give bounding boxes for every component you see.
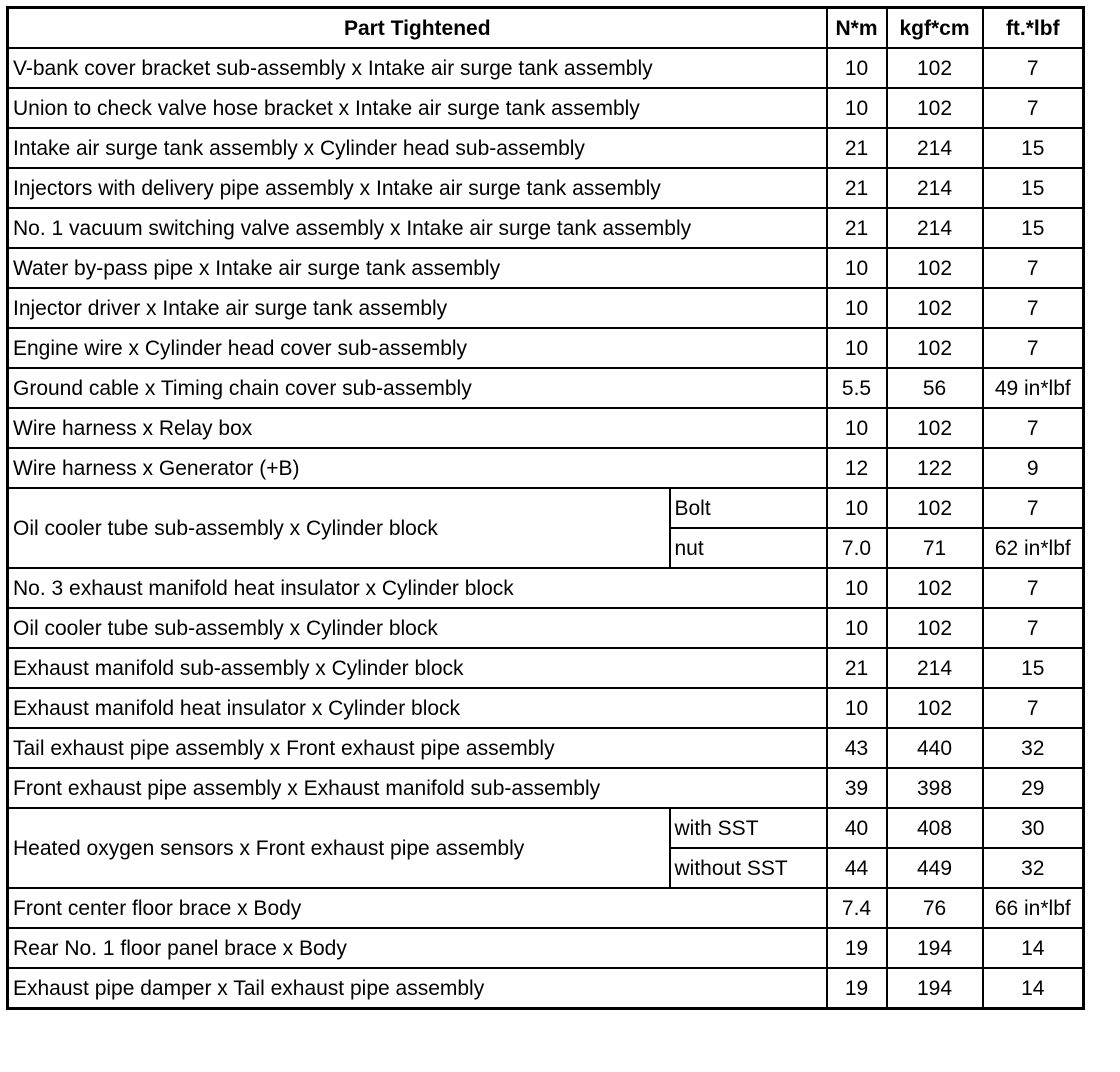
ft-cell: 7 bbox=[983, 488, 1084, 528]
table-row bbox=[8, 288, 1084, 328]
kgf-cell: 102 bbox=[887, 248, 983, 288]
table-row bbox=[8, 408, 1084, 448]
kgf-cell: 76 bbox=[887, 888, 983, 928]
part-cell: Injector driver x Intake air surge tank assembly bbox=[8, 288, 827, 328]
part-cell: Wire harness x Generator (+B) bbox=[8, 448, 827, 488]
nm-cell: 10 bbox=[827, 688, 887, 728]
table-row bbox=[8, 168, 1084, 208]
kgf-cell: 102 bbox=[887, 608, 983, 648]
kgf-cell: 102 bbox=[887, 488, 983, 528]
sub-cell: without SST bbox=[670, 848, 827, 888]
nm-cell: 12 bbox=[827, 448, 887, 488]
kgf-cell: 214 bbox=[887, 128, 983, 168]
ft-cell: 15 bbox=[983, 648, 1084, 688]
kgf-cell: 102 bbox=[887, 88, 983, 128]
ft-cell: 7 bbox=[983, 328, 1084, 368]
part-cell: Rear No. 1 floor panel brace x Body bbox=[8, 928, 827, 968]
ft-cell: 7 bbox=[983, 408, 1084, 448]
ft-cell: 32 bbox=[983, 848, 1084, 888]
nm-cell: 5.5 bbox=[827, 368, 887, 408]
table-row bbox=[8, 968, 1084, 1009]
ft-cell: 49 in*lbf bbox=[983, 368, 1084, 408]
torque-spec-table bbox=[6, 6, 1085, 1010]
nm-cell: 10 bbox=[827, 328, 887, 368]
ft-cell: 32 bbox=[983, 728, 1084, 768]
table-row bbox=[8, 488, 1084, 528]
kgf-cell: 122 bbox=[887, 448, 983, 488]
nm-cell: 19 bbox=[827, 928, 887, 968]
nm-cell: 10 bbox=[827, 608, 887, 648]
kgf-cell: 408 bbox=[887, 808, 983, 848]
kgf-cell: 102 bbox=[887, 688, 983, 728]
table-row bbox=[8, 128, 1084, 168]
ft-cell: 15 bbox=[983, 168, 1084, 208]
table-row bbox=[8, 368, 1084, 408]
sub-cell: with SST bbox=[670, 808, 827, 848]
nm-cell: 19 bbox=[827, 968, 887, 1009]
part-cell: V-bank cover bracket sub-assembly x Intake air surge tank assembly bbox=[8, 48, 827, 88]
ft-cell: 14 bbox=[983, 968, 1084, 1009]
kgf-cell: 398 bbox=[887, 768, 983, 808]
table-row bbox=[8, 248, 1084, 288]
nm-cell: 7.0 bbox=[827, 528, 887, 568]
ft-cell: 7 bbox=[983, 608, 1084, 648]
kgf-cell: 102 bbox=[887, 288, 983, 328]
part-cell: Ground cable x Timing chain cover sub-assembly bbox=[8, 368, 827, 408]
kgf-cell: 102 bbox=[887, 408, 983, 448]
nm-cell: 7.4 bbox=[827, 888, 887, 928]
ft-cell: 15 bbox=[983, 208, 1084, 248]
nm-cell: 10 bbox=[827, 568, 887, 608]
ft-cell: 14 bbox=[983, 928, 1084, 968]
nm-cell: 10 bbox=[827, 288, 887, 328]
table-row bbox=[8, 648, 1084, 688]
part-cell: Front center floor brace x Body bbox=[8, 888, 827, 928]
header-ft-lbf: ft.*lbf bbox=[983, 8, 1084, 49]
table-row bbox=[8, 768, 1084, 808]
table-row bbox=[8, 48, 1084, 88]
kgf-cell: 102 bbox=[887, 568, 983, 608]
header-row bbox=[8, 8, 1084, 49]
nm-cell: 10 bbox=[827, 488, 887, 528]
ft-cell: 30 bbox=[983, 808, 1084, 848]
nm-cell: 44 bbox=[827, 848, 887, 888]
table-row bbox=[8, 328, 1084, 368]
table-row bbox=[8, 608, 1084, 648]
nm-cell: 21 bbox=[827, 128, 887, 168]
nm-cell: 21 bbox=[827, 648, 887, 688]
header-part-tightened: Part Tightened bbox=[8, 8, 827, 49]
ft-cell: 7 bbox=[983, 248, 1084, 288]
table-row bbox=[8, 88, 1084, 128]
nm-cell: 21 bbox=[827, 168, 887, 208]
nm-cell: 10 bbox=[827, 248, 887, 288]
table-row bbox=[8, 688, 1084, 728]
kgf-cell: 214 bbox=[887, 648, 983, 688]
ft-cell: 7 bbox=[983, 288, 1084, 328]
part-cell: Oil cooler tube sub-assembly x Cylinder block bbox=[8, 608, 827, 648]
part-cell: Heated oxygen sensors x Front exhaust pipe assembly bbox=[8, 808, 670, 888]
ft-cell: 7 bbox=[983, 688, 1084, 728]
ft-cell: 15 bbox=[983, 128, 1084, 168]
kgf-cell: 71 bbox=[887, 528, 983, 568]
torque-spec-table-wrapper bbox=[6, 6, 1085, 1010]
ft-cell: 7 bbox=[983, 88, 1084, 128]
part-cell: Oil cooler tube sub-assembly x Cylinder block bbox=[8, 488, 670, 568]
nm-cell: 10 bbox=[827, 88, 887, 128]
part-cell: Intake air surge tank assembly x Cylinder head sub-assembly bbox=[8, 128, 827, 168]
part-cell: Wire harness x Relay box bbox=[8, 408, 827, 448]
table-row bbox=[8, 448, 1084, 488]
table-row bbox=[8, 208, 1084, 248]
header-kgf-cm: kgf*cm bbox=[887, 8, 983, 49]
ft-cell: 62 in*lbf bbox=[983, 528, 1084, 568]
part-cell: Engine wire x Cylinder head cover sub-assembly bbox=[8, 328, 827, 368]
part-cell: No. 1 vacuum switching valve assembly x Intake air surge tank assembly bbox=[8, 208, 827, 248]
sub-cell: Bolt bbox=[670, 488, 827, 528]
kgf-cell: 214 bbox=[887, 208, 983, 248]
table-row bbox=[8, 928, 1084, 968]
sub-cell: nut bbox=[670, 528, 827, 568]
part-cell: Tail exhaust pipe assembly x Front exhaust pipe assembly bbox=[8, 728, 827, 768]
ft-cell: 7 bbox=[983, 568, 1084, 608]
part-cell: No. 3 exhaust manifold heat insulator x Cylinder block bbox=[8, 568, 827, 608]
table-row bbox=[8, 808, 1084, 848]
nm-cell: 10 bbox=[827, 408, 887, 448]
kgf-cell: 440 bbox=[887, 728, 983, 768]
nm-cell: 40 bbox=[827, 808, 887, 848]
part-cell: Exhaust manifold heat insulator x Cylinder block bbox=[8, 688, 827, 728]
nm-cell: 10 bbox=[827, 48, 887, 88]
kgf-cell: 194 bbox=[887, 968, 983, 1009]
kgf-cell: 102 bbox=[887, 328, 983, 368]
part-cell: Water by-pass pipe x Intake air surge tank assembly bbox=[8, 248, 827, 288]
ft-cell: 9 bbox=[983, 448, 1084, 488]
kgf-cell: 56 bbox=[887, 368, 983, 408]
nm-cell: 43 bbox=[827, 728, 887, 768]
part-cell: Injectors with delivery pipe assembly x Intake air surge tank assembly bbox=[8, 168, 827, 208]
table-row bbox=[8, 888, 1084, 928]
header-nm: N*m bbox=[827, 8, 887, 49]
part-cell: Exhaust manifold sub-assembly x Cylinder block bbox=[8, 648, 827, 688]
kgf-cell: 214 bbox=[887, 168, 983, 208]
ft-cell: 7 bbox=[983, 48, 1084, 88]
ft-cell: 66 in*lbf bbox=[983, 888, 1084, 928]
part-cell: Front exhaust pipe assembly x Exhaust manifold sub-assembly bbox=[8, 768, 827, 808]
nm-cell: 21 bbox=[827, 208, 887, 248]
kgf-cell: 449 bbox=[887, 848, 983, 888]
table-row bbox=[8, 728, 1084, 768]
nm-cell: 39 bbox=[827, 768, 887, 808]
ft-cell: 29 bbox=[983, 768, 1084, 808]
part-cell: Exhaust pipe damper x Tail exhaust pipe assembly bbox=[8, 968, 827, 1009]
part-cell: Union to check valve hose bracket x Intake air surge tank assembly bbox=[8, 88, 827, 128]
kgf-cell: 102 bbox=[887, 48, 983, 88]
table-row bbox=[8, 568, 1084, 608]
kgf-cell: 194 bbox=[887, 928, 983, 968]
